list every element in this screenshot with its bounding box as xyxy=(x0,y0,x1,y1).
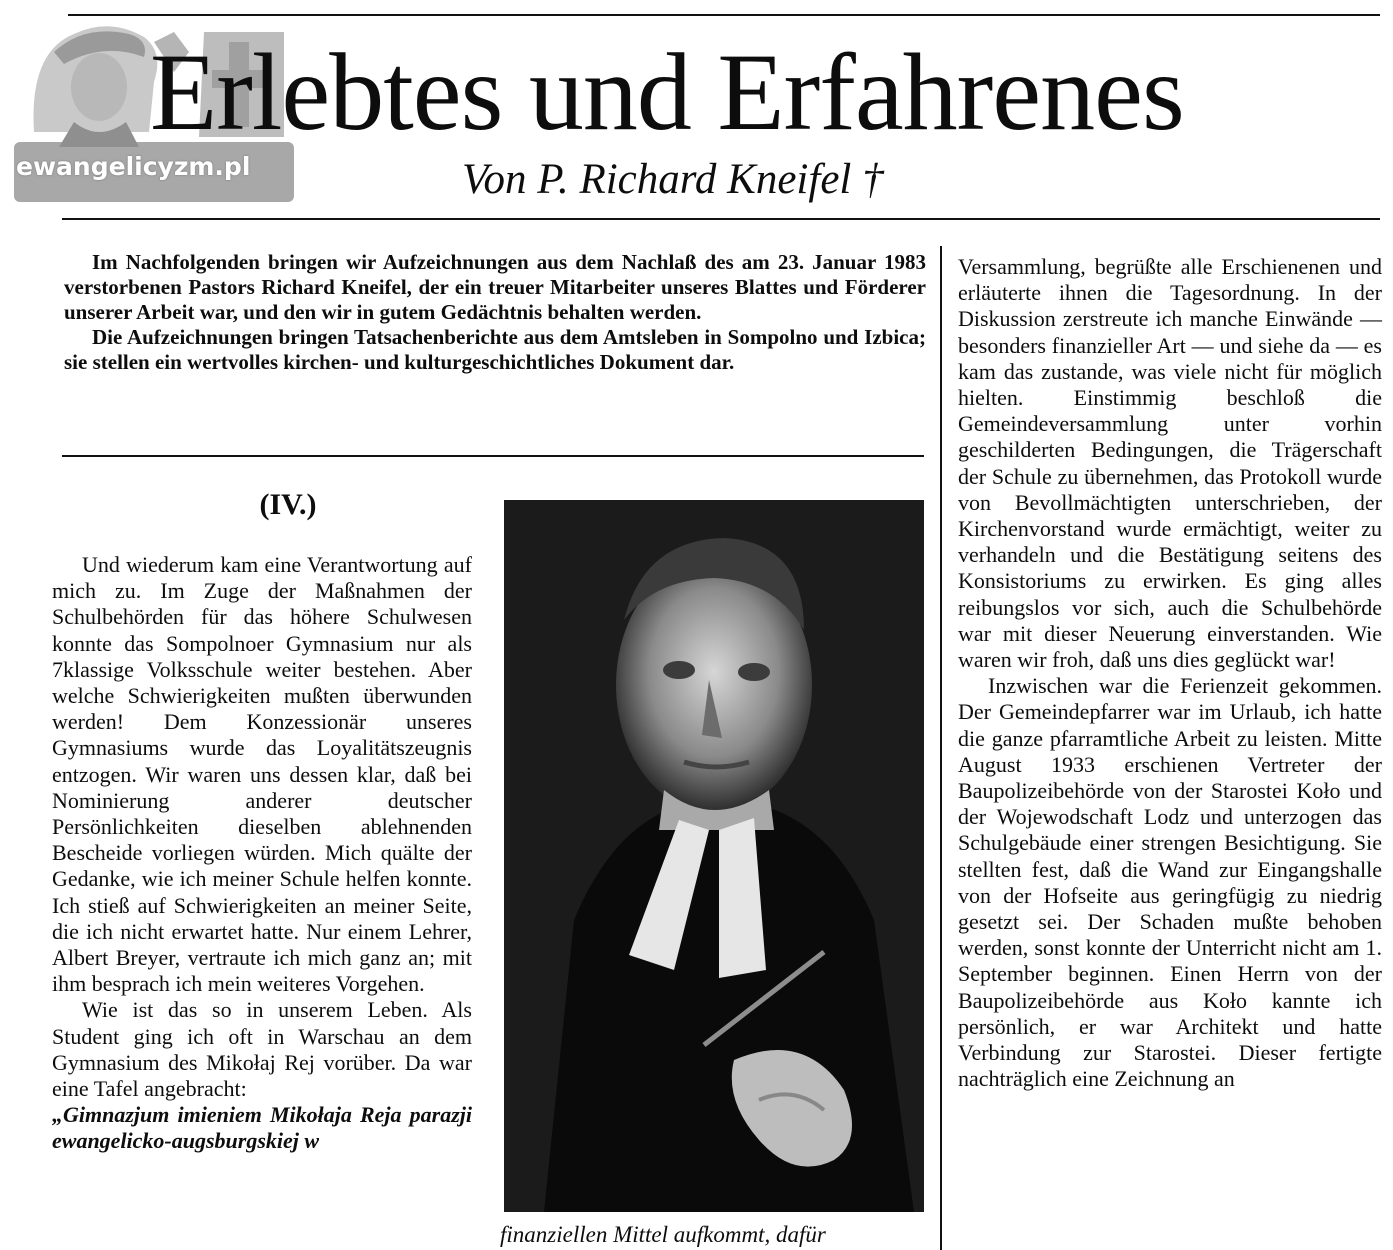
pastor-photo xyxy=(504,500,924,1212)
article-left-column xyxy=(52,552,472,1155)
intro-bottom-rule xyxy=(62,455,924,457)
header-bottom-rule xyxy=(62,218,1380,220)
photo-caption: finanziellen Mittel aufkommt, dafür xyxy=(500,1222,826,1247)
article-quote: „Gimnazjum imieniem Mikołaja Reja parazji ewangelicko-augsburgskiej w xyxy=(52,1102,472,1154)
article-title: Erlebtes und Erfahrenes xyxy=(150,31,1184,153)
column-divider xyxy=(940,246,942,1250)
intro-paragraph: Die Aufzeichnungen bringen Tatsachenberichte aus dem Amtsleben in Sompolno und Izbica; sie stellen ein wertvolles kirchen- und kulturgeschichtliches Dokument dar. xyxy=(64,325,926,374)
article-paragraph: Versammlung, begrüßte alle Erschienenen und erläuterte ihnen die Tagesordnung. In der Diskussion zerstreute ich manche Einwände — besonders finanzieller Art — und siehe da — es kam das zustande, was viele nicht für möglich hielten. Einstimmig beschloß die Gemeindeversammlung unter vorhin geschilderten Bedingungen, die Trägerschaft der Schule zu übernehmen, das Protokoll wurde von Bevollmächtigten unterschrieben, der Kirchenvorstand wurde ermächtigt, weiter zu verhandeln und die Bestätigung seitens des Konsistoriums zu erwirken. Es ging alles reibungslos vor sich, auch die Schulbehörde war mit dieser Neuerung einverstanden. Wie waren wir froh, daß uns dies geglückt war! xyxy=(958,254,1382,673)
section-number: (IV.) xyxy=(259,488,317,521)
article-paragraph: Wie ist das so in unserem Leben. Als Student ging ich oft in Warschau an dem Gymnasium des Mikołaj Rej vorüber. Da war eine Tafel angebracht: xyxy=(52,997,472,1102)
article-byline: Von P. Richard Kneifel † xyxy=(462,156,884,203)
intro-paragraph: Im Nachfolgenden bringen wir Aufzeichnungen aus dem Nachlaß des am 23. Januar 1983 verstorbenen Pastors Richard Kneifel, der ein treuer Mitarbeiter unseres Blattes und Förderer unserer Arbeit war, und den wir in gutem Gedächtnis behalten werden. xyxy=(64,250,926,324)
article-paragraph: Und wiederum kam eine Verantwortung auf mich zu. Im Zuge der Maßnahmen der Schulbehörden für das höhere Schulwesen konnte das Sompolnoer Gymnasium nur als 7klassige Volksschule weiter bestehen. Aber welche Schwierigkeiten mußten überwunden werden! Dem Konzessionär unseres Gymnasiums wurde das Loyalitätszeugnis entzogen. Wir waren uns dessen klar, daß bei Nominierung anderer deutscher Persönlichkeiten dieselben ablehnenden Bescheide vorliegen würden. Mich quälte der Gedanke, wie ich meiner Schule helfen konnte. Ich stieß auf Schwierigkeiten an meiner Seite, die ich nicht erwartet hatte. Nur einem Lehrer, Albert Breyer, vertraute ich mich ganz an; mit ihm besprach ich mein weiteres Vorgehen. xyxy=(52,552,472,997)
pastor-portrait-image xyxy=(504,500,924,1212)
article-paragraph: Inzwischen war die Ferienzeit gekommen. Der Gemeindepfarrer war im Urlaub, ich hatte die ganze pfarramtliche Arbeit zu leisten. Mitte August 1933 erschienen Vertreter der Baupolizeibehörde von der Starostei Koło und der Wojewodschaft Lodz und unterzogen das Schulgebäude einer strengen Besichtigung. Sie stellten fest, daß die Wand zur Eingangshalle von der Hofseite aus geringfügig zu niedrig gesetzt sei. Der Schaden mußte behoben werden, sonst konnte der Unterricht nicht am 1. September beginnen. Einen Herrn von der Baupolizeibehörde aus Koło kannte ich persönlich, er war Architekt und hatte Verbindung zur Starostei. Dieser fertigte nachträglich eine Zeichnung an xyxy=(958,673,1382,1092)
article-right-column xyxy=(958,254,1382,1093)
top-rule xyxy=(68,14,1380,16)
watermark-site-text: ewangelicyzm.pl xyxy=(16,152,251,181)
intro-block xyxy=(64,250,926,375)
